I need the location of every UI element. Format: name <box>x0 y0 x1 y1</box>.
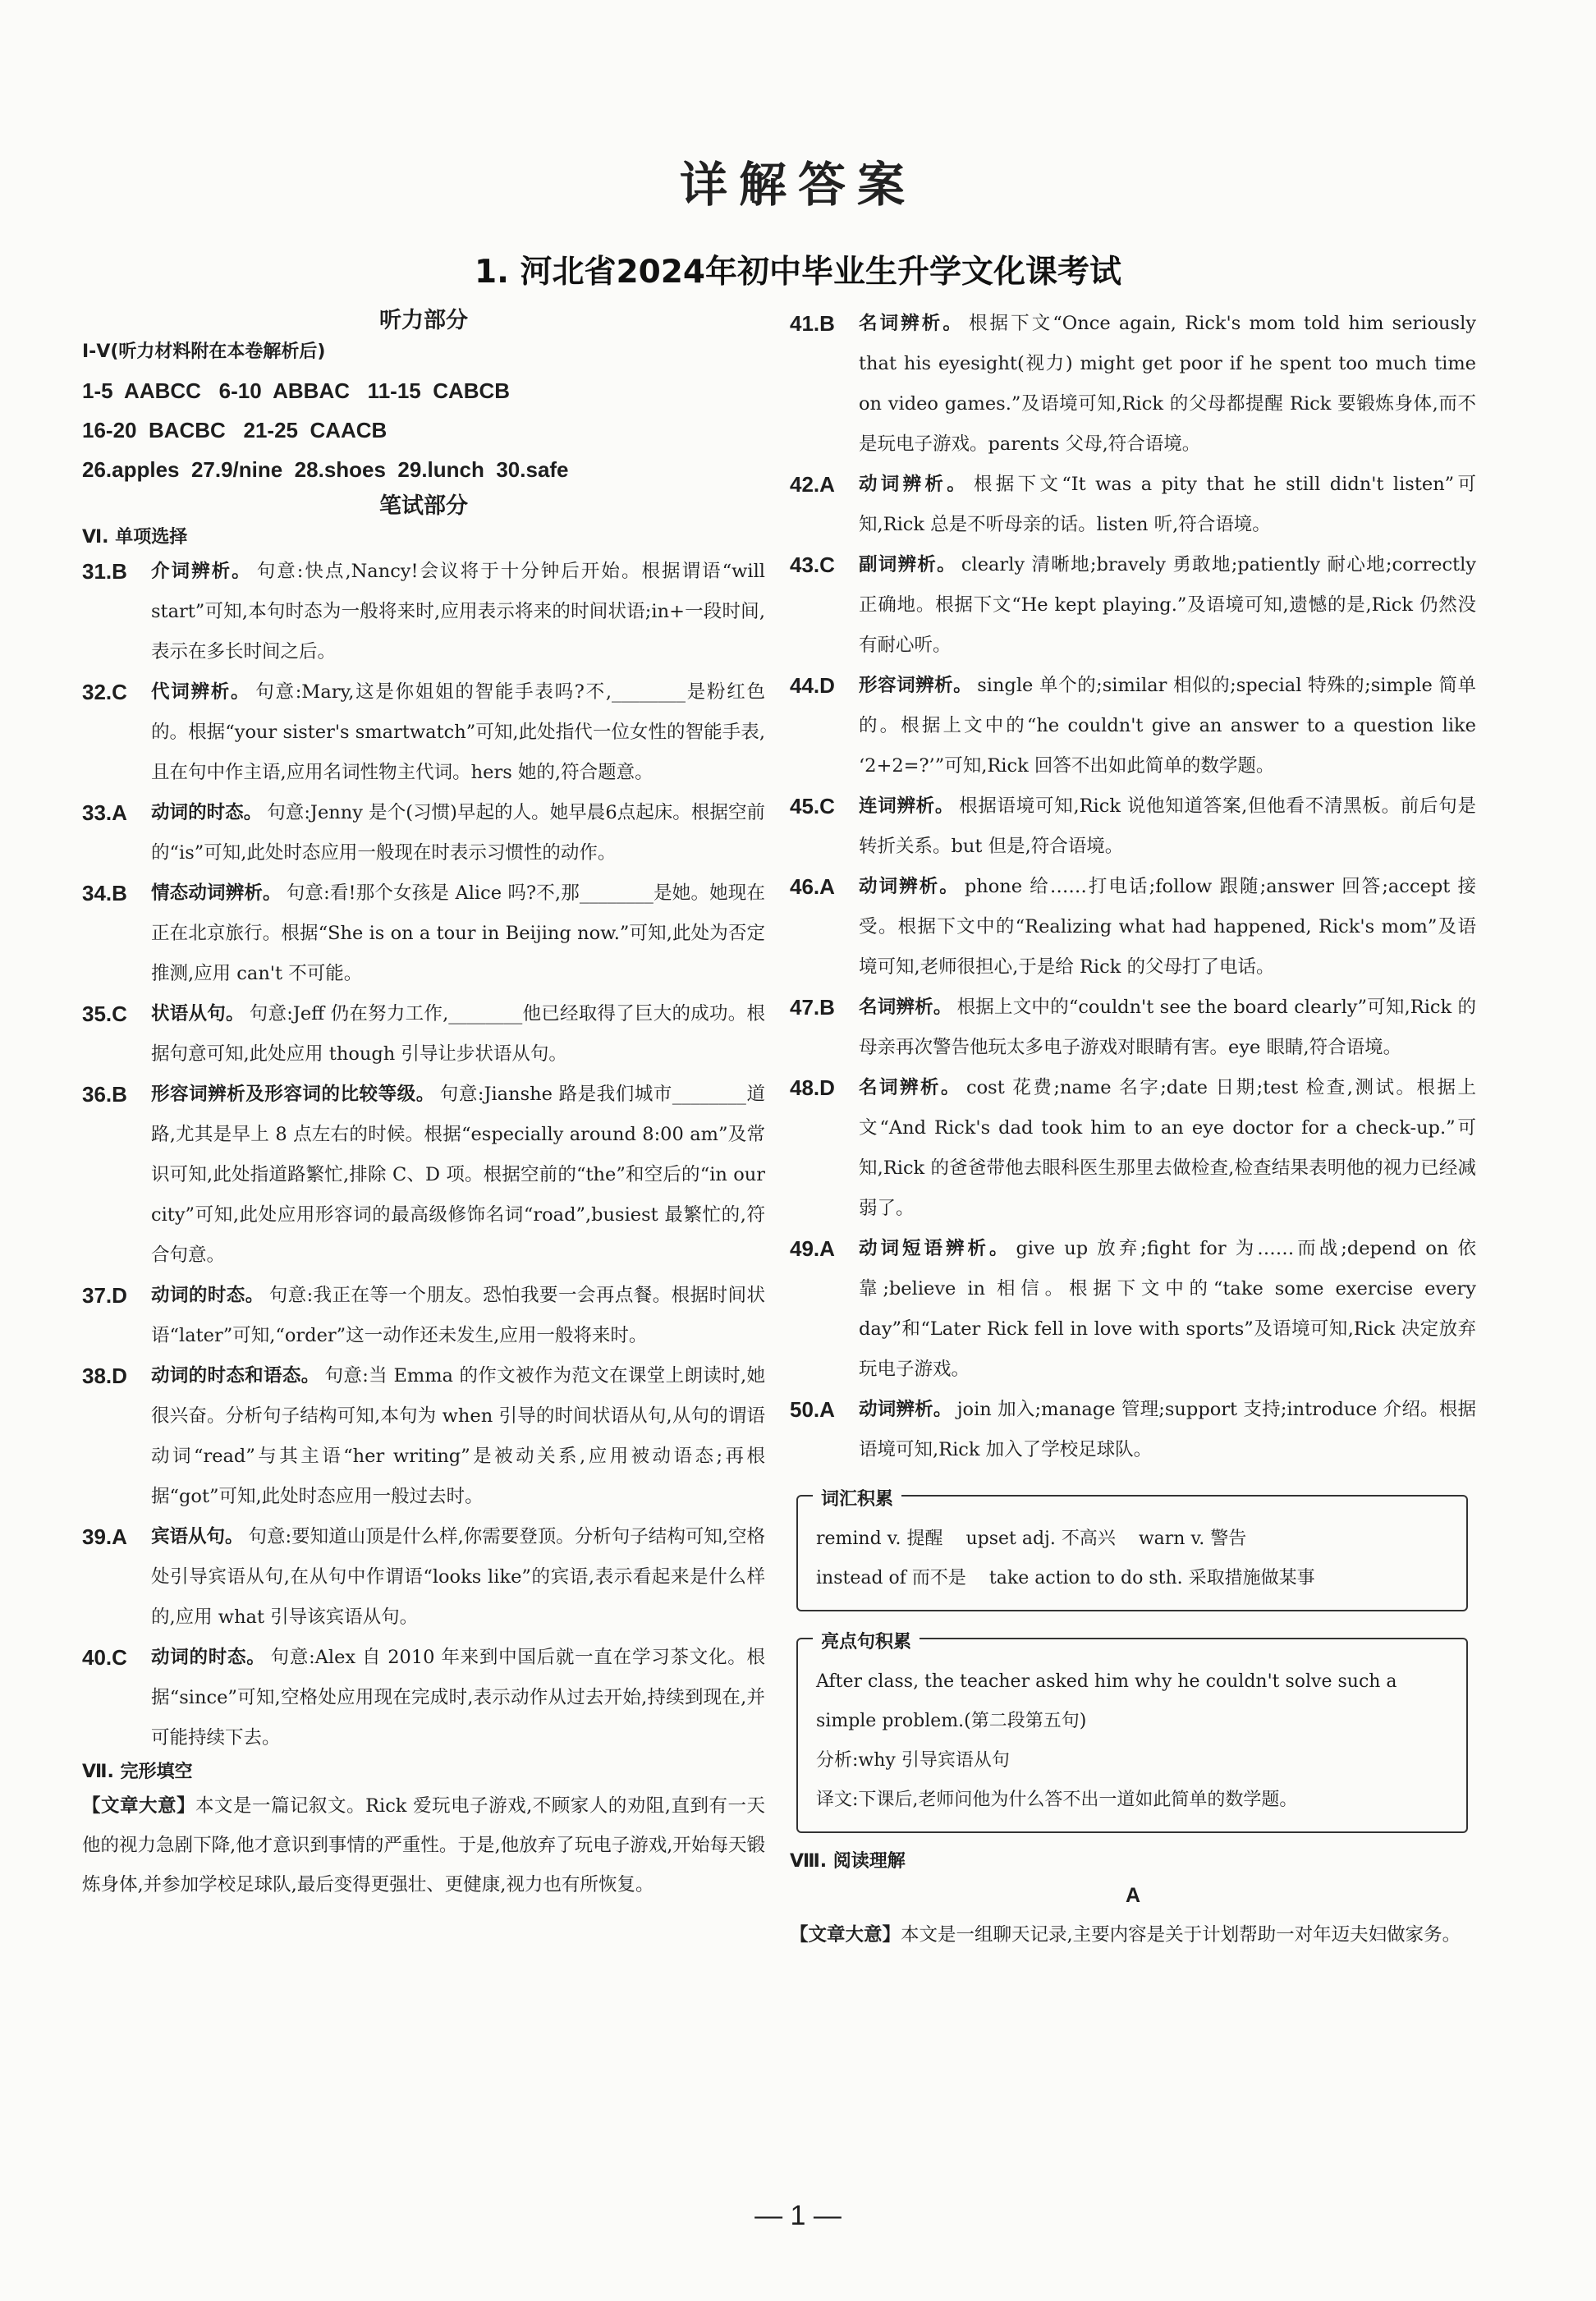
answer-row: 1-5 AABCC 6-10 ABBAC 11-15 CABCB <box>82 378 511 403</box>
answer-item <box>790 465 1476 545</box>
answer-item <box>790 304 1476 465</box>
item-number: 47.B <box>790 995 835 1020</box>
sentence-box <box>796 1632 1468 1833</box>
item-number: 33.A <box>82 800 127 825</box>
item-tag: 动词辨析。 <box>859 876 960 897</box>
item-text: 句意:Jeff 仍在努力工作,________他已经取得了巨大的成功。根据句意可知,此处应用 though 引导让步状语从句。 <box>151 1003 765 1065</box>
item-text: 根据下文“It was a pity that he still didn't listen”可知,Rick 总是不听母亲的话。listen 听,符合语境。 <box>859 474 1476 535</box>
left-column <box>82 304 765 1905</box>
item-text: 句意:要知道山顶是什么样,你需要登顶。分析句子结构可知,空格处引导宾语从句,在从句中作谓语“looks like”的宾语,表示看起来是什么样的,应用 what 引导该宾语从句。 <box>151 1526 765 1628</box>
answer-item <box>82 672 765 793</box>
vocab-line: remind v. 提醒 upset adj. 不高兴 warn v. 警告 <box>816 1529 1247 1549</box>
item-tag: 情态动词辨析。 <box>151 882 282 904</box>
item-text: give up 放弃;fight for 为……而战;depend on 依靠;believe in 相信。根据下文中的“take some exercise every day”和“Later Rick fell in love with sports”及语境可知,Rick 决定放弃玩电子游戏。 <box>859 1238 1476 1380</box>
item-tag: 动词的时态。 <box>151 802 263 823</box>
item-text: cost 花费;name 名字;date 日期;test 检查,测试。根据上文“And Rick's dad took him to an eye doctor for a check-up.”可知,Rick 的爸爸带他去眼科医生那里去做检查,检查结果表明他的视力已经减弱了。 <box>859 1077 1476 1219</box>
highlight-sentence: After class, the teacher asked him why he couldn't solve such a simple problem.(第二段第五句) <box>816 1671 1397 1731</box>
item-number: 40.C <box>82 1645 127 1670</box>
item-tag: 介词辨析。 <box>151 561 252 582</box>
answer-item <box>82 873 765 994</box>
answer-item <box>790 988 1476 1068</box>
item-tag: 动词辨析。 <box>859 1399 952 1420</box>
item-number: 50.A <box>790 1397 835 1422</box>
item-tag: 名词辨析。 <box>859 997 952 1018</box>
item-number: 45.C <box>790 794 835 818</box>
item-text: 句意:Mary,这是你姐姐的智能手表吗?不,________是粉红色的。根据“your sister's smartwatch”可知,此处指代一位女性的智能手表,且在句中作主语,应用名词性物主代词。hers 她的,符合题意。 <box>151 681 765 783</box>
answer-item <box>790 666 1476 786</box>
answer-item <box>82 1638 765 1758</box>
answer-item <box>82 793 765 873</box>
answer-item <box>790 545 1476 666</box>
reading-summary <box>790 1915 1476 1955</box>
answer-item <box>82 552 765 672</box>
item-tag: 宾语从句。 <box>151 1526 244 1547</box>
item-number: 38.D <box>82 1364 127 1388</box>
item-number: 41.B <box>790 311 835 336</box>
item-text: 根据上文中的“couldn't see the board clearly”可知,Rick 的母亲再次警告他玩太多电子游戏对眼睛有害。eye 眼睛,符合语境。 <box>859 997 1476 1058</box>
answer-item <box>82 1276 765 1356</box>
answer-item <box>790 867 1476 988</box>
item-tag: 形容词辨析及形容词的比较等级。 <box>151 1084 435 1105</box>
item-tag: 名词辨析。 <box>859 1077 962 1098</box>
item-tag: 副词辨析。 <box>859 554 956 575</box>
item-number: 35.C <box>82 1002 127 1026</box>
item-number: 37.D <box>82 1283 127 1308</box>
answer-item <box>790 1390 1476 1470</box>
answer-item <box>82 1356 765 1517</box>
vocab-box-title: 词汇积累 <box>813 1480 901 1519</box>
item-text: 句意:看!那个女孩是 Alice 吗?不,那________是她。她现在正在北京旅行。根据“She is on a tour in Beijing now.”可知,此处为否定推测,应用 can't 不可能。 <box>151 882 765 984</box>
item-text: single 单个的;similar 相似的;special 特殊的;simple 简单的。根据上文中的“he couldn't give an answer to a question like ‘2+2=?’”可知,Rick 回答不出如此简单的数学题。 <box>859 675 1476 777</box>
item-text: join 加入;manage 管理;support 支持;introduce 介绍。根据语境可知,Rick 加入了学校足球队。 <box>859 1399 1476 1460</box>
item-tag: 动词短语辨析。 <box>859 1238 1011 1259</box>
listening-note: Ⅰ-Ⅴ(听力材料附在本卷解析后) <box>82 341 326 362</box>
item-text: phone 给……打电话;follow 跟随;answer 回答;accept 接受。根据下文中的“Realizing what had happened, Rick's mom”及语境可知,老师很担心,于是给 Rick 的父母打了电话。 <box>859 876 1476 978</box>
item-number: 46.A <box>790 874 835 899</box>
section-cloze: Ⅶ. 完形填空 <box>82 1762 193 1782</box>
item-text: 根据语境可知,Rick 说他知道答案,但他看不清黑板。前后句是转折关系。but 但是,符合语境。 <box>859 795 1476 857</box>
item-text: 句意:Jenny 是个(习惯)早起的人。她早晨6点起床。根据空前的“is”可知,此处时态应用一般现在时表示习惯性的动作。 <box>151 802 765 864</box>
item-tag: 动词辨析。 <box>859 474 969 495</box>
exam-title: 1. 河北省2024年初中毕业生升学文化课考试 <box>474 254 1122 291</box>
answer-item <box>82 1075 765 1276</box>
item-text: 句意:快点,Nancy!会议将于十分钟后开始。根据谓语“will start”可知,本句时态为一般将来时,应用表示将来的时间状语;in+一段时间,表示在多长时间之后。 <box>151 561 765 662</box>
item-tag: 形容词辨析。 <box>859 675 973 696</box>
page-number: — 1 — <box>754 2200 842 2231</box>
item-tag: 动词的时态。 <box>151 1285 264 1306</box>
section-single-choice: Ⅵ. 单项选择 <box>82 527 188 548</box>
item-number: 39.A <box>82 1524 127 1549</box>
sentence-analysis: 分析:why 引导宾语从句 <box>816 1750 1010 1771</box>
item-number: 43.C <box>790 552 835 577</box>
item-number: 34.B <box>82 881 127 905</box>
item-tag: 代词辨析。 <box>151 681 251 703</box>
cloze-summary <box>82 1786 765 1905</box>
item-text: 句意:Alex 自 2010 年来到中国后就一直在学习茶文化。根据“since”可知,空格处应用现在完成时,表示动作从过去开始,持续到现在,并可能持续下去。 <box>151 1647 765 1749</box>
item-number: 42.A <box>790 472 835 497</box>
summary-label: 【文章大意】 <box>790 1924 901 1946</box>
item-tag: 动词的时态和语态。 <box>151 1365 320 1387</box>
page-title: 详解答案 <box>679 157 916 213</box>
sentence-translation: 译文:下课后,老师问他为什么答不出一道如此简单的数学题。 <box>816 1790 1298 1810</box>
item-text: 句意:我正在等一个朋友。恐怕我要一会再点餐。根据时间状语“later”可知,“order”这一动作还未发生,应用一般将来时。 <box>151 1285 765 1346</box>
item-number: 31.B <box>82 559 127 584</box>
right-column <box>790 304 1476 1955</box>
summary-text: 本文是一组聊天记录,主要内容是关于计划帮助一对年迈夫妇做家务。 <box>901 1924 1461 1946</box>
answer-item <box>790 1229 1476 1390</box>
listening-heading: 听力部分 <box>379 308 468 333</box>
answer-item <box>790 1068 1476 1229</box>
item-tag: 名词辨析。 <box>859 313 964 334</box>
reading-part-label: A <box>1125 1884 1141 1907</box>
item-text: 根据下文“Once again, Rick's mom told him seriously that his eyesight(视力) might get poor if he spent too much time on video games.”及语境可知,Rick 的父母都提醒 Rick 要锻炼身体,而不是玩电子游戏。parents 父母,符合语境。 <box>859 313 1476 455</box>
answer-item <box>82 1517 765 1638</box>
item-number: 49.A <box>790 1236 835 1261</box>
item-tag: 动词的时态。 <box>151 1647 266 1668</box>
summary-text: 本文是一篇记叙文。Rick 爱玩电子游戏,不顾家人的劝阻,直到有一天他的视力急剧下降,他才意识到事情的严重性。于是,他放弃了玩电子游戏,开始每天锻炼身体,并参加学校足球队,最后变得更强壮、更健康,视力也有所恢复。 <box>82 1795 765 1895</box>
item-number: 32.C <box>82 680 127 704</box>
answer-row: 16-20 BACBC 21-25 CAACB <box>82 418 388 442</box>
item-text: 句意:Jianshe 路是我们城市________道路,尤其是早上 8 点左右的时候。根据“especially around 8:00 am”及常识可知,此处指道路繁忙,排除 C、D 项。根据空前的“the”和空后的“in our city”可知,此处应用形容词的最高级修饰名词“road”,busiest 最繁忙的,符合句意。 <box>151 1084 765 1266</box>
vocab-box <box>796 1489 1468 1611</box>
item-tag: 状语从句。 <box>151 1003 245 1024</box>
item-text: 句意:当 Emma 的作文被作为范文在课堂上朗读时,她很兴奋。分析句子结构可知,本句为 when 引导的时间状语从句,从句的谓语动词“read”与其主语“her writing”是被动关系,应用被动语态;再根据“got”可知,此处时态应用一般过去时。 <box>151 1365 765 1507</box>
answer-item <box>790 786 1476 867</box>
summary-label: 【文章大意】 <box>82 1795 196 1817</box>
item-number: 48.D <box>790 1075 835 1100</box>
item-number: 36.B <box>82 1082 127 1107</box>
item-text: clearly 清晰地;bravely 勇敢地;patiently 耐心地;correctly 正确地。根据下文“He kept playing.”及语境可知,遗憾的是,Rick 仍然没有耐心听。 <box>859 554 1476 656</box>
answer-row: 26.apples 27.9/nine 28.shoes 29.lunch 30.safe <box>82 457 569 482</box>
item-number: 44.D <box>790 673 835 698</box>
item-tag: 连词辨析。 <box>859 795 955 817</box>
sentence-box-title: 亮点句积累 <box>813 1623 920 1662</box>
written-heading: 笔试部分 <box>379 493 468 519</box>
section-reading: Ⅷ. 阅读理解 <box>790 1851 906 1872</box>
answer-item <box>82 994 765 1075</box>
vocab-line: instead of 而不是 take action to do sth. 采取措施做某事 <box>816 1568 1315 1588</box>
